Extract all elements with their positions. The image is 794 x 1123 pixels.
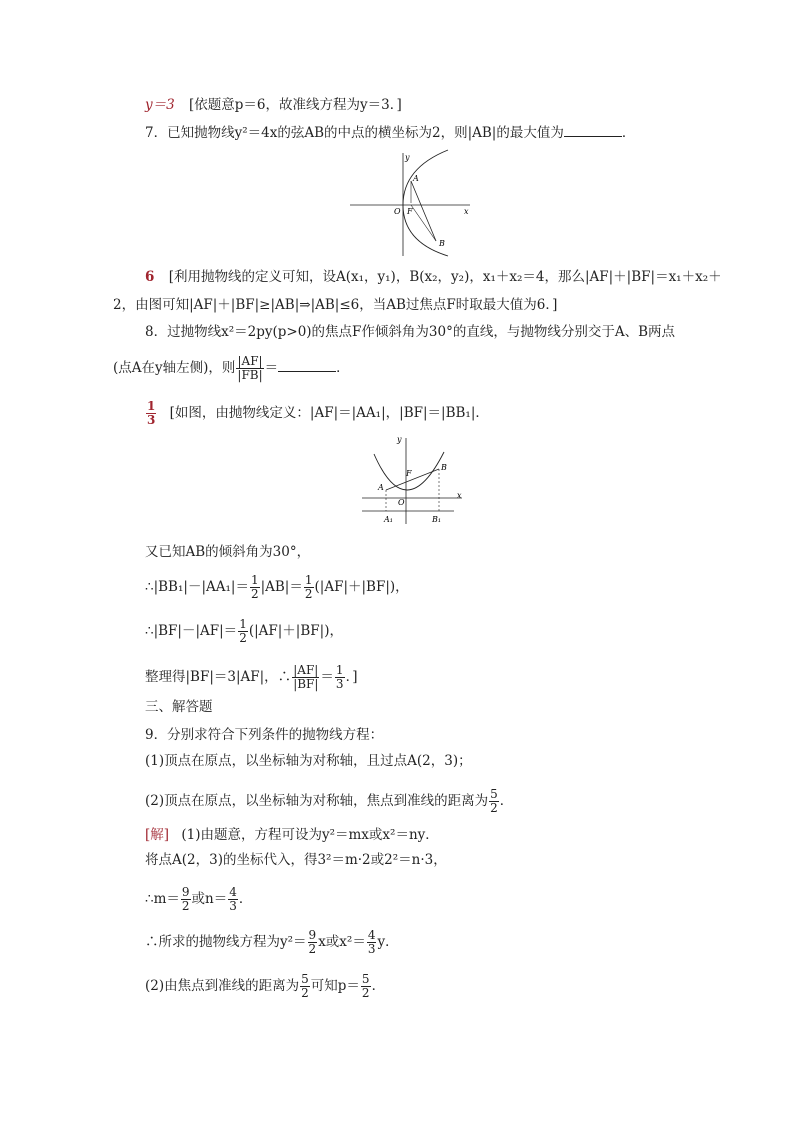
q9-m-value — [181, 886, 191, 913]
q8-ratio — [292, 664, 319, 691]
q9-number: 9． — [145, 727, 168, 743]
q8-label-f: F — [406, 469, 412, 478]
q8-half-1-num: 1 — [250, 573, 259, 587]
q8-text-1: 过抛物线x²＝2py(p>0)的焦点F作倾斜角为30°的直线，与抛物线分别交于A、B两点 — [167, 324, 676, 340]
q8-number: 8． — [145, 324, 168, 340]
q8-line-3a: ∴|BF|－|AF|＝ — [145, 623, 238, 639]
q8-label-o: O — [398, 498, 405, 507]
q8-third-den: 3 — [335, 677, 344, 691]
q8-step-3 — [145, 618, 343, 645]
q7-blank — [564, 124, 622, 137]
q7-label-o: O — [394, 207, 401, 216]
q9-part-1-text: (1)顶点在原点，以坐标轴为对称轴，且过点A(2，3)； — [145, 753, 472, 769]
q7-explanation-2: 2，由图可知|AF|＋|BF|≥|AB|⇒|AB|≤6，当AB过焦点F时取最大值为6．] — [113, 297, 558, 313]
q8-ratio-num: |AF| — [293, 663, 319, 677]
q7-label-a: A — [413, 174, 419, 183]
q9-fh-den: 2 — [490, 801, 498, 815]
q9-fh-num: 5 — [490, 787, 498, 801]
q8-answer-den: 3 — [147, 413, 156, 427]
q7-solution-2 — [113, 296, 557, 314]
q7-label-b: B — [439, 239, 445, 248]
q9-p-den: 2 — [361, 986, 370, 1000]
q8-line-4a: 整理得|BF|＝3|AF|，∴ — [145, 669, 292, 685]
q8-half-1 — [250, 574, 260, 601]
section-3-title: 三、解答题 — [145, 699, 213, 715]
q7-solution-1 — [145, 268, 722, 286]
q7-end: ． — [621, 125, 636, 141]
q8-ratio-den: |BF| — [293, 677, 319, 691]
q9-five-halves — [489, 788, 499, 815]
q9-coef-2 — [367, 929, 377, 956]
q9-step-3c: ． — [238, 891, 253, 907]
q8-label-b1: B₁ — [432, 515, 442, 524]
q7-explanation-1: [利用抛物线的定义可知，设A(x₁，y₁)，B(x₂，y₂)，x₁＋x₂＝4，那么|AF|＋|BF|＝x₁＋x₂＋ — [168, 269, 722, 285]
q7-answer: 6 — [145, 269, 155, 285]
q7-label-x: x — [464, 207, 469, 216]
q9-dist — [300, 973, 310, 1000]
q9-coef-1 — [308, 929, 318, 956]
q9-text: 分别求符合下列条件的抛物线方程： — [167, 727, 384, 743]
q8-end: ． — [336, 360, 350, 376]
q8-line-4b: ＝ — [320, 669, 334, 685]
q8-half-2 — [304, 574, 314, 601]
q9-solution-1 — [145, 826, 439, 844]
q8-fraction — [236, 355, 263, 382]
q7-figure — [348, 148, 476, 258]
q8-half-2-den: 2 — [304, 587, 313, 601]
q8-step-4 — [145, 664, 358, 691]
q9-coef-2-num: 4 — [367, 928, 376, 942]
q9-n-den: 3 — [229, 899, 237, 913]
q7-text: 已知抛物线y²＝4x的弦AB的中点的横坐标为2，则|AB|的最大值为 — [167, 125, 564, 141]
question-8-line-2 — [113, 355, 350, 382]
q9-p-value — [361, 973, 371, 1000]
q8-third — [335, 664, 345, 691]
q9-solution-3 — [145, 886, 252, 913]
q9-solution-2 — [145, 851, 447, 869]
q8-line-3b: (|AF|＋|BF|)， — [248, 623, 343, 639]
q7-label-f: F — [407, 207, 413, 216]
question-9 — [145, 726, 383, 744]
q9-step-3a: ∴m＝ — [145, 891, 180, 907]
q8-explanation-intro: [如图，由抛物线定义：|AF|＝|AA₁|，|BF|＝|BB₁|． — [169, 405, 489, 421]
q8-label-x: x — [457, 491, 462, 500]
q7-number: 7． — [145, 125, 168, 141]
q8-label-a: A — [378, 483, 384, 492]
q8-step-1 — [145, 543, 310, 561]
section-heading — [145, 698, 213, 716]
question-8 — [145, 323, 675, 341]
q9-step-5a: (2)由焦点到准线的距离为 — [145, 978, 300, 994]
q9-step-1: (1)由题意，方程可设为y²＝mx或x²＝ny． — [181, 827, 439, 843]
q8-solution-intro — [145, 400, 489, 427]
q8-label-a1: A₁ — [384, 515, 393, 524]
q8-line-1: 又已知AB的倾斜角为30°， — [145, 544, 311, 560]
q8-answer-num: 1 — [147, 399, 156, 413]
q9-solution-label: [解] — [145, 827, 170, 843]
q8-text-2a: (点A在y轴左侧)，则 — [113, 360, 236, 376]
q9-part-1 — [145, 752, 472, 770]
q7-label-y: y — [405, 153, 410, 162]
q9-coef-1-den: 2 — [308, 942, 317, 956]
q9-part-2-end: ． — [499, 793, 514, 809]
q9-step-4c: y． — [377, 934, 399, 950]
q8-label-y: y — [397, 435, 402, 444]
q8-text-2b: ＝ — [264, 360, 279, 376]
q8-half-3-den: 2 — [239, 631, 247, 645]
q9-n-value — [228, 886, 238, 913]
prev-answer: y＝3 — [145, 97, 175, 113]
q8-label-b: B — [441, 463, 447, 472]
q8-answer — [146, 400, 156, 427]
q8-frac-num: |AF| — [237, 354, 263, 368]
q9-dist-num: 5 — [301, 972, 309, 986]
q9-m-num: 9 — [181, 885, 190, 899]
q9-step-3b: 或n＝ — [191, 891, 228, 907]
q9-step-5b: 可知p＝ — [310, 978, 360, 994]
q8-line-4c: ．] — [345, 669, 358, 685]
q8-figure — [356, 432, 468, 527]
q9-step-5c: ． — [371, 978, 386, 994]
prev-answer-line — [145, 96, 402, 114]
q8-third-num: 1 — [335, 663, 344, 677]
q9-solution-4 — [145, 929, 399, 956]
q9-step-4b: x或x²＝ — [318, 934, 366, 950]
q8-frac-den: |FB| — [237, 368, 263, 382]
prev-explanation: [依题意p＝6，故准线方程为y＝3．] — [189, 97, 402, 113]
q8-blank — [278, 359, 336, 372]
q8-half-1-den: 2 — [250, 587, 259, 601]
q8-line-2a: ∴|BB₁|－|AA₁|＝ — [145, 579, 249, 595]
q8-half-2-num: 1 — [304, 573, 313, 587]
q8-line-2b: |AB|＝ — [260, 579, 303, 595]
q8-step-2 — [145, 574, 409, 601]
q9-m-den: 2 — [181, 899, 190, 913]
q9-dist-den: 2 — [301, 986, 309, 1000]
question-7 — [145, 124, 635, 142]
q8-line-2c: (|AF|＋|BF|)， — [314, 579, 409, 595]
q8-chord-ab — [386, 469, 439, 490]
q9-p-num: 5 — [361, 972, 370, 986]
q9-solution-5 — [145, 973, 385, 1000]
q7-chord-ab — [411, 181, 436, 241]
q9-coef-2-den: 3 — [367, 942, 376, 956]
q9-step-4a: ∴所求的抛物线方程为y²＝ — [145, 934, 307, 950]
q9-part-2-text: (2)顶点在原点，以坐标轴为对称轴，焦点到准线的距离为 — [145, 793, 489, 809]
q9-part-2 — [145, 788, 513, 815]
q9-step-2: 将点A(2，3)的坐标代入，得3²＝m·2或2²＝n·3， — [145, 852, 447, 868]
q8-half-3 — [238, 618, 248, 645]
q8-half-3-num: 1 — [239, 617, 247, 631]
q9-n-num: 4 — [229, 885, 237, 899]
q9-coef-1-num: 9 — [308, 928, 317, 942]
